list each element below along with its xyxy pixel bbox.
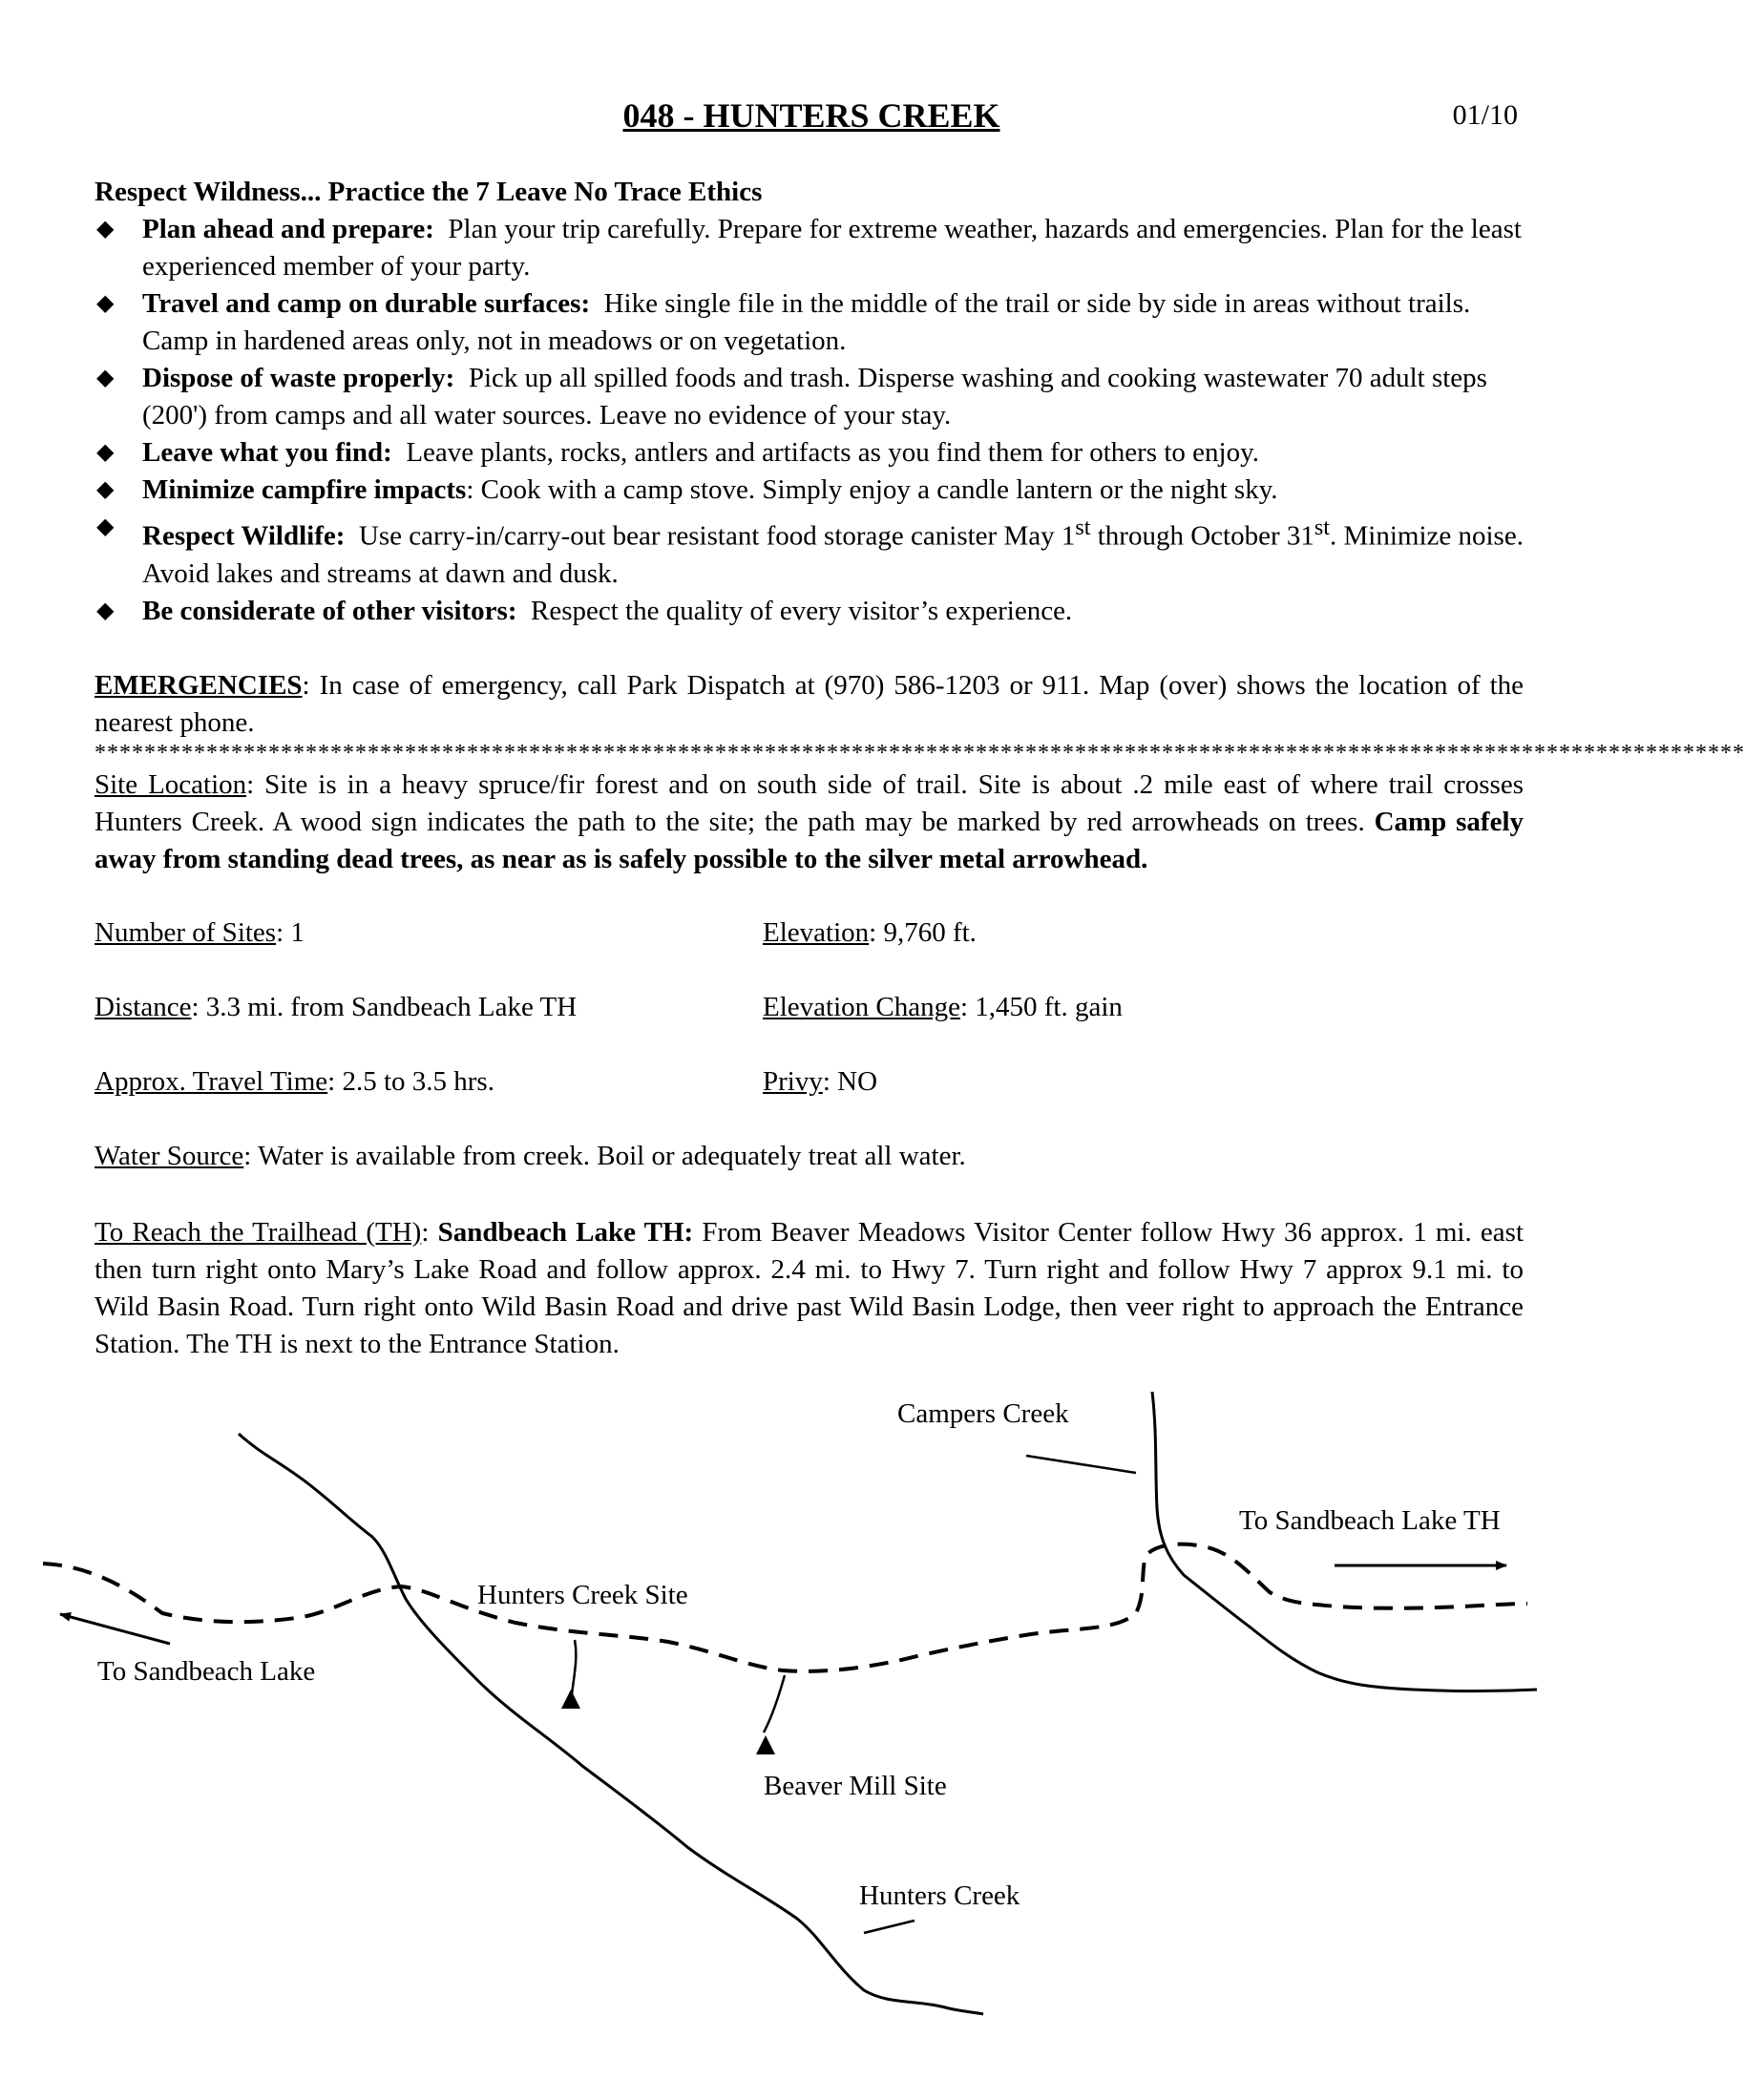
- lnt-item: ◆ Plan ahead and prepare: Plan your trip carefully. Prepare for extreme weather, hazards and emergencies. Plan for the least experienced member of your party.: [95, 211, 1524, 285]
- trail-dashed-line: [43, 1544, 1527, 1671]
- travel-time: Approx. Travel Time: 2.5 to 3.5 hrs.: [95, 1065, 494, 1097]
- hunters-creek-label: Hunters Creek: [859, 1880, 1020, 1911]
- west-arrow-icon: [60, 1614, 170, 1644]
- separator-line: *************************************************************************************************************************************: [95, 740, 1745, 766]
- beaver-mill-label: Beaver Mill Site: [764, 1771, 947, 1801]
- lnt-item: ◆ Leave what you find: Leave plants, rocks, antlers and artifacts as you find them for others to enjoy.: [95, 434, 1524, 472]
- campers-creek-line: [1152, 1392, 1537, 1691]
- lnt-item: ◆ Minimize campfire impacts: Cook with a camp stove. Simply enjoy a candle lantern or the night sky.: [95, 472, 1524, 509]
- number-of-sites: Number of Sites: 1: [95, 916, 305, 948]
- hunters-creek-line: [239, 1434, 983, 2014]
- lnt-item: ◆ Be considerate of other visitors: Respect the quality of every visitor’s experience.: [95, 593, 1524, 630]
- beaver-mill-spur: [764, 1675, 785, 1732]
- lnt-item: ◆ Travel and camp on durable surfaces: Hike single file in the middle of the trail or side by side in areas without trails. Camp in hardened areas only, not in meadows or on vegetation.: [95, 285, 1524, 360]
- elevation: Elevation: 9,760 ft.: [763, 916, 977, 948]
- lnt-heading: Respect Wildness... Practice the 7 Leave No Trace Ethics: [95, 177, 763, 207]
- trail-map: [0, 1375, 1623, 2043]
- diamond-bullet-icon: ◆: [96, 366, 115, 390]
- diamond-bullet-icon: ◆: [96, 291, 115, 316]
- page-title: 048 - HUNTERS CREEK: [622, 96, 1000, 135]
- site-facts: [95, 914, 1524, 1212]
- diamond-bullet-icon: ◆: [96, 477, 115, 502]
- campers-creek-leader: [1026, 1456, 1136, 1473]
- site-location-paragraph: Site Location: Site is in a heavy spruce/fir forest and on south side of trail. Site is about .2 mile east of where trail crosses Hunters Creek. A wood sign indicates the path to the site; the path may be marked by red arrowheads on trees. Camp safely away from standing dead trees, as near as is safely possible to the silver metal arrowhead.: [95, 768, 1524, 874]
- diamond-bullet-icon: ◆: [96, 598, 115, 623]
- emergencies-paragraph: EMERGENCIES: In case of emergency, call Park Dispatch at (970) 586-1203 or 911. Map (over) shows the location of the nearest phone.: [95, 669, 1524, 738]
- lnt-item: ◆ Dispose of waste properly: Pick up all spilled foods and trash. Disperse washing and cooking wastewater 70 adult steps (200') from camps and all water sources. Leave no evidence of your stay.: [95, 360, 1524, 434]
- lnt-list: [95, 211, 1524, 630]
- campers-creek-label: Campers Creek: [897, 1398, 1069, 1429]
- revision-date: 01/10: [1452, 99, 1518, 131]
- lnt-item: ◆ Respect Wildlife: Use carry-in/carry-out bear resistant food storage canister May 1st through October 31st. Minimize noise. Avoid lakes and streams at dawn and dusk.: [95, 509, 1524, 593]
- beaver-mill-marker-icon: [756, 1735, 775, 1754]
- privy: Privy: NO: [763, 1065, 878, 1097]
- hunters-site-label: Hunters Creek Site: [477, 1580, 688, 1610]
- water-source: Water Source: Water is available from creek. Boil or adequately treat all water.: [95, 1140, 966, 1171]
- diamond-bullet-icon: ◆: [96, 440, 115, 465]
- to-sandbeach-lake-label: To Sandbeach Lake: [97, 1656, 316, 1687]
- to-sandbeach-th-label: To Sandbeach Lake TH: [1239, 1505, 1501, 1536]
- hunters-site-marker-icon: [561, 1690, 580, 1709]
- hunters-creek-leader: [864, 1921, 915, 1933]
- diamond-bullet-icon: ◆: [96, 514, 115, 539]
- document-body: [95, 174, 1745, 1363]
- elevation-change: Elevation Change: 1,450 ft. gain: [763, 991, 1123, 1022]
- distance: Distance: 3.3 mi. from Sandbeach Lake TH: [95, 991, 578, 1022]
- trailhead-paragraph: To Reach the Trailhead (TH): Sandbeach Lake TH: From Beaver Meadows Visitor Center follow Hwy 36 approx. 1 mi. east then turn right onto Mary’s Lake Road and follow approx. 2.4 mi. to Hwy 7. Turn right and follow Hwy 7 approx 9.1 mi. to Wild Basin Road. Turn right onto Wild Basin Road and drive past Wild Basin Lodge, then veer right to approach the Entrance Station. The TH is next to the Entrance Station.: [95, 1216, 1524, 1359]
- diamond-bullet-icon: ◆: [96, 217, 115, 242]
